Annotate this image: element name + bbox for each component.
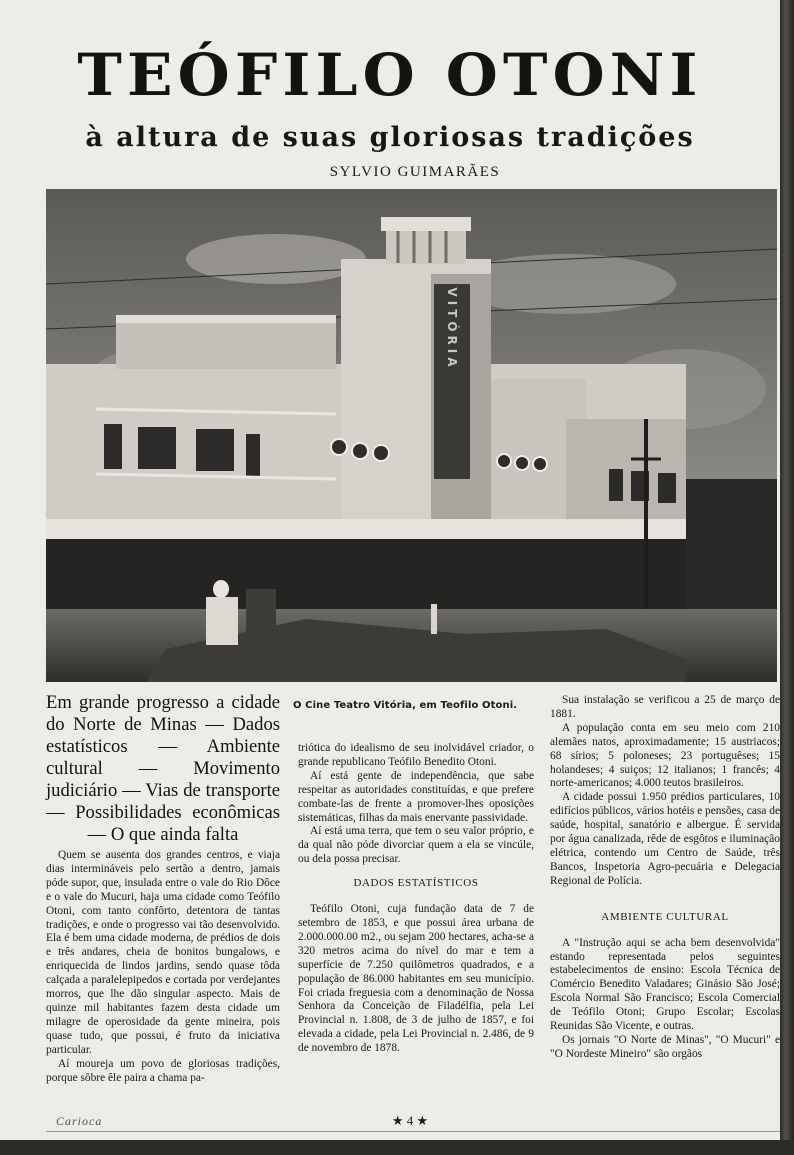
subheadline: à altura de suas gloriosas tradições — [85, 122, 695, 153]
page-edge-shadow — [780, 0, 794, 1155]
text-column-1 — [46, 849, 280, 1085]
paragraph: A "Instrução aqui se acha bem desenvolvida" estando representada pelos seguintes estabelecimentos de ensino: Escola Técnica de Comércio Benedito Valadares; Ginásio São José; Escola Normal São Francisco; Escola Comercial de Teófilo Otoni; Grupo Escolar; Escolas Reunidas São Vicente, e outras. — [550, 936, 780, 1033]
headline: TEÓFILO OTONI — [77, 41, 703, 109]
paragraph: A cidade possui 1.950 prédios particulares, 10 edifícios públicos, vários hotéis e pensões, casa de saúde, hospital, sanatório e albergue. É servida por água canalizada, rêde de esgôtos e iluminação elétrica, contendo um Centro de Saúde, três Bancos, Inspetoria Agro-pecuária e Delegacia Regional de Polícia. — [550, 791, 780, 887]
cinema-building-illustration — [46, 189, 777, 682]
page-bottom-shadow — [0, 1140, 794, 1155]
magazine-name: Carioca — [56, 1114, 103, 1128]
paragraph: Aí está gente de independência, que sabe respeitar as autoridades constituídas, e que prefere combate-las de frente a promover-lhes oposições sistemáticas, filhas da mais enervante passividade. — [298, 769, 534, 824]
paragraph: A população conta em seu meio com 210 alemães natos, aproximadamente; 15 austriacos; 68 sírios; 5 poloneses; 23 portuguêses; 15 holandeses; 4 suiços; 12 italianos; 1 francês; 4 norte-americanos; 4.000 teutos brasileiros. — [550, 721, 780, 790]
paragraph: Sua instalação se verificou a 25 de março de 1881. — [550, 694, 780, 720]
section-heading-ambiente: AMBIENTE CULTURAL — [601, 910, 729, 923]
text-column-2 — [298, 742, 534, 1056]
text-column-3 — [550, 694, 780, 1062]
section-heading-dados: DADOS ESTATÍSTICOS — [353, 877, 479, 890]
byline: SYLVIO GUIMARÃES — [329, 164, 501, 180]
paragraph: Aí está uma terra, que tem o seu valor próprio, e da qual não póde divorciar quem a ela se vincúle, ou dela possa precisar. — [298, 825, 534, 866]
footer-rule — [46, 1131, 780, 1132]
sign-text: VITÓRIA — [445, 287, 459, 371]
page-number: ★ 4 ★ — [391, 1113, 429, 1128]
article-deck: Em grande progresso a cidade do Norte de Minas — Dados estatísticos — Ambiente cultural — Movimento judiciário — Vias de transporte — Possibilidades econômicas — O que ainda falta — [46, 692, 280, 845]
paragraph: Teófilo Otoni, cuja fundação data de 7 de setembro de 1853, e que possui área urbana de 2.000.000.00 m2., ou sejam 200 hectares, acha-se a 320 metros acima do nível do mar e tem a superfície de 7.250 quilômetros quadrados, e a população de 86.000 habitantes em seu município. Foi criada freguesia com a denominação de Nossa Senhora da Conceição de Filadélfia, pela Lei Provincial n. 1.808, de 3 de julho de 1857, e foi elevada a cidade, pela Lei Provincial n. 2.486, de 9 de novembro de 1878. — [298, 903, 534, 1055]
cinema-photo — [46, 189, 777, 682]
paragraph: Os jornais "O Norte de Minas", "O Mucuri" e "O Nordeste Mineiro" são orgãos — [550, 1033, 780, 1060]
photo-caption: O Cine Teatro Vitória, em Teofilo Otoni. — [293, 700, 518, 711]
paragraph: triótica do idealismo de seu inolvidável criador, o grande republicano Teófilo Benedito Otoni. — [298, 742, 534, 768]
paragraph: Aí moureja um povo de gloriosas tradições, porque sôbre êle paira a chama pa- — [46, 1057, 280, 1084]
paragraph: Quem se ausenta dos grandes centros, e viaja dias intermináveis pelo sertão a dentro, jamais póde supor, que, insulada entre o vale do Rio Dôce e o vale do Mucuri, haja uma cidade como Teófilo Otoni, com tanto confôrto, detentora de tantas tradições, e onde o progresso vai tão desenvolvido. Ela é bem uma cidade moderna, de prédios de dois e três andares, cheia de bonitos bungalows, e enriquecida de lindos jardins, sendo quase tôda calçada a paralelepipedos e cortada por verdejantes morros, que lhe dão singular aspecto. Mais de quinze mil habitantes fazem desta cidade um milagre de operosidade da gente mineira, pois quase tudo, que possui, é fruto da iniciativa particular. — [46, 849, 280, 1056]
